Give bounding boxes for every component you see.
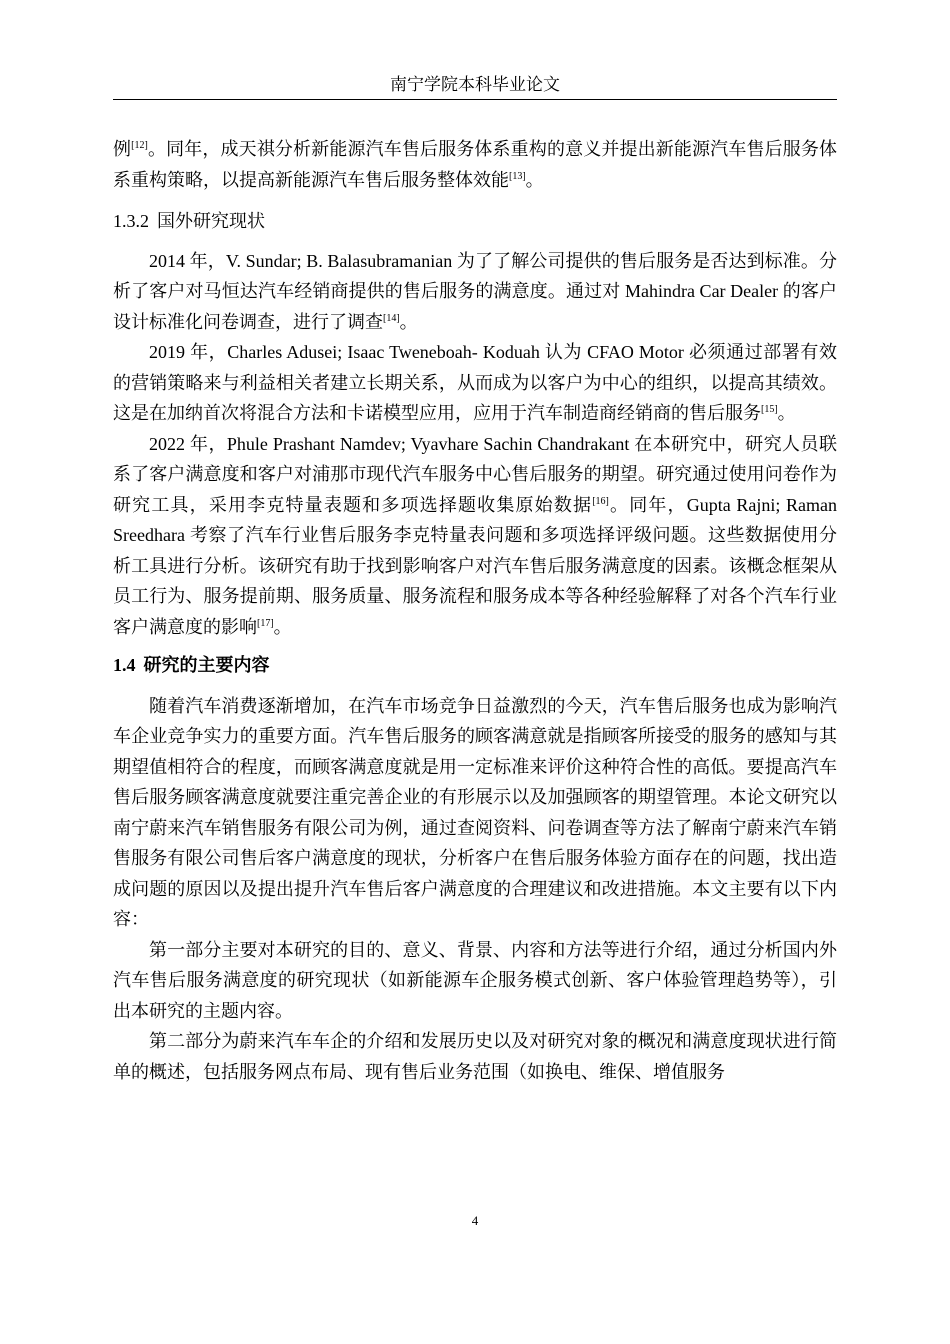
text: 例 — [113, 139, 132, 159]
text: 2019 年，Charles Adusei; Isaac Tweneboah- Koduah 认为 CFAO Motor 必须通过部署有效的营销策略来与利益相关者建立长期关系，从而成为以客户为中心的组织，以提高其绩效。这是在加纳首次将混合方法和卡诺模型应用，应用于汽车制造商经销商的售后服务 — [113, 342, 837, 423]
section-title: 国外研究现状 — [157, 211, 265, 231]
paragraph-part-one: 第一部分主要对本研究的目的、意义、背景、内容和方法等进行介绍，通过分析国内外汽车售后服务满意度的研究现状（如新能源车企服务模式创新、客户体验管理趋势等），引出本研究的主题内容。 — [113, 939, 837, 1021]
text: 2014 年，V. Sundar; B. Balasubramanian 为了了解公司提供的售后服务是否达到标准。分析了客户对马恒达汽车经销商提供的售后服务的满意度。通过对 Mahindra Car Dealer 的客户设计标准化问卷调查，进行了调查 — [113, 250, 837, 332]
page-header: 南宁学院本科毕业论文 — [390, 75, 560, 94]
paragraph-2014 — [113, 246, 837, 338]
citation: [13] — [509, 170, 526, 182]
text: 。同年，成天祺分析新能源汽车售后服务体系重构的意义并提出新能源汽车售后服务体系重构策略，以提高新能源汽车售后服务整体效能 — [113, 139, 837, 190]
citation: [16] — [592, 495, 609, 507]
text: 。同年，Gupta Rajni; Raman Sreedhara 考察了汽车行业售后服务李克特量表问题和多项选择评级问题。这些数据使用分析工具进行分析。该研究有助于找到影响客户对汽车售后服务满意度的因素。该概念框架从员工行为、服务提前期、服务质量、服务流程和服务成本等各种经验解释了对各个汽车行业客户满意度的影响 — [113, 494, 838, 637]
paragraph-part-two: 第二部分为蔚来汽车车企的介绍和发展历史以及对研究对象的概况和满意度现状进行简单的概述，包括服务网点布局、现有售后业务范围（如换电、维保、增值服务 — [113, 1031, 837, 1082]
text: 。 — [273, 616, 292, 637]
paragraph-main-content: 随着汽车消费逐渐增加，在汽车市场竞争日益激烈的今天，汽车售后服务也成为影响汽车企业竞争实力的重要方面。汽车售后服务的顾客满意就是指顾客所接受的服务的感知与其期望值相符合的程度，而顾客满意度就是用一定标准来评价这种符合性的高低。要提高汽车售后服务顾客满意度就要注重完善企业的有形展示以及加强顾客的期望管理。本论文研究以南宁蔚来汽车销售服务有限公司为例，通过查阅资料、问卷调查等方法了解南宁蔚来汽车销售服务有限公司售后客户满意度的现状，分析客户在售后服务体验方面存在的问题，找出造成问题的原因以及提出提升汽车售后客户满意度的合理建议和改进措施。本文主要有以下内容： — [113, 695, 837, 929]
section-title: 研究的主要内容 — [143, 655, 270, 675]
section-number: 1.3.2 — [113, 211, 149, 231]
header-rule — [113, 99, 837, 100]
page-number: 4 — [471, 1213, 479, 1228]
text: 。 — [777, 403, 796, 423]
text: 2022 年，Phule Prashant Namdev; Vyavhare Sachin Chandrakant 在本研究中，研究人员联系了客户满意度和客户对浦那市现代汽车服务中心售后服务的期望。研究通过使用问卷作为研究工具，采用李克特量表题和多项选择题收集原始数据 — [113, 433, 837, 515]
paragraph-continuation — [113, 134, 837, 195]
citation: [12] — [131, 140, 148, 151]
paragraph-2019 — [113, 337, 837, 429]
citation: [17] — [257, 617, 274, 629]
paragraph-2022 — [113, 429, 837, 643]
text: 。 — [525, 169, 544, 190]
text: 。 — [399, 311, 418, 332]
section-number: 1.4 — [113, 655, 136, 675]
citation: [15] — [761, 404, 778, 415]
section-heading-1-4 — [113, 642, 837, 691]
section-heading-1-3-2 — [113, 195, 837, 246]
citation: [14] — [383, 312, 400, 324]
document-body — [113, 134, 837, 1087]
